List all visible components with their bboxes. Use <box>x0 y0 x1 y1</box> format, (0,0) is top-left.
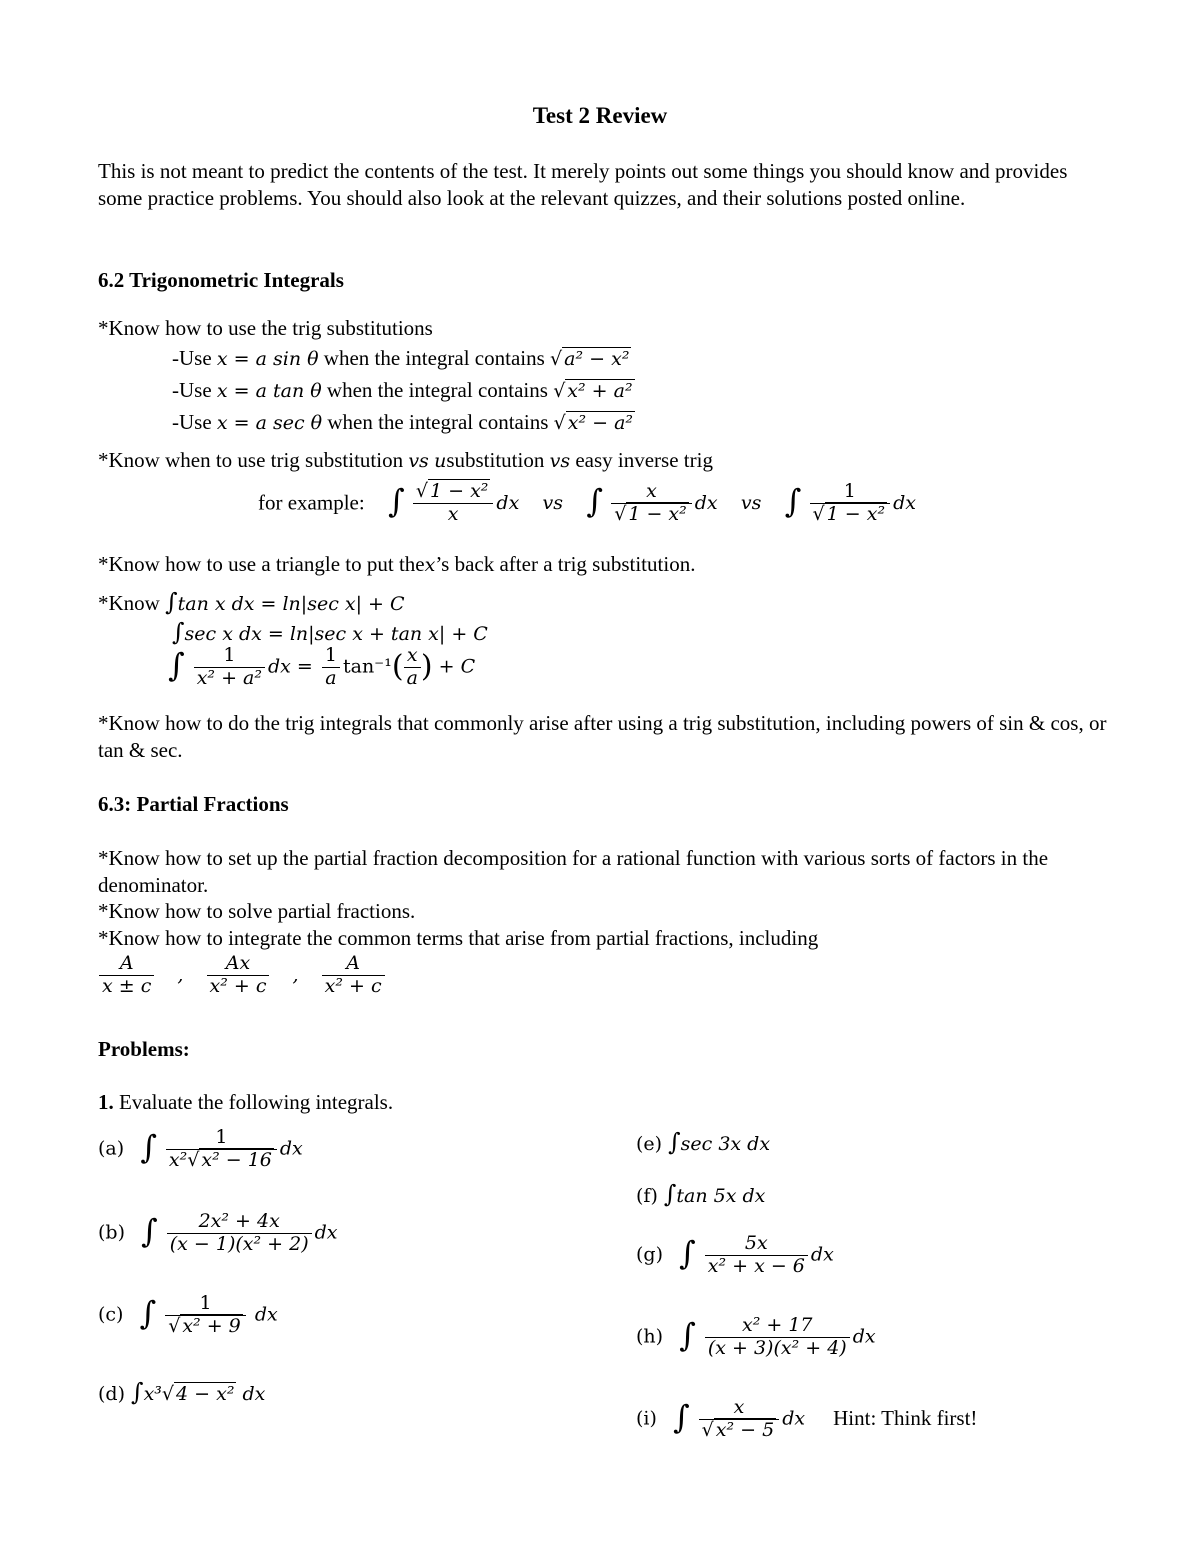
use-sin-expr: x = a sin θ <box>216 348 319 370</box>
i-numerator: x <box>699 1397 780 1420</box>
q1-number: 1. <box>98 1090 114 1114</box>
inv-eq: dx = <box>268 655 313 678</box>
term3-den: x² + c <box>324 974 382 997</box>
use-sec-expr: x = a sec θ <box>216 412 323 434</box>
problem-e: (e) ∫sec 3x dx <box>636 1128 771 1156</box>
example-2-fraction: $\frac{x}{\text{√ 1 − x²}}$ <box>611 481 692 526</box>
know-triangle-x: x <box>424 554 436 576</box>
use-sin-mid: when the integral contains <box>323 346 545 370</box>
formula-tan: tan x dx = ln|sec x| + C <box>177 593 405 615</box>
g-numerator: 5x <box>705 1233 808 1256</box>
ex3-denominator: 1 − x² <box>826 502 886 525</box>
a-label: (a) <box>98 1137 125 1160</box>
formula-sec: sec x dx = ln|sec x + tan x| + C <box>184 623 488 645</box>
know-triangle-a: *Know how to use a triangle to put the <box>98 552 425 576</box>
inv-arg-num: x <box>404 645 421 668</box>
b-dx: dx <box>314 1221 338 1244</box>
u-symbol: u <box>434 450 447 472</box>
use-sec-prefix: -Use <box>172 410 212 434</box>
inv-denominator: x² + a² <box>196 666 262 689</box>
know-triangle-line <box>98 552 695 577</box>
g-label: (g) <box>636 1243 663 1266</box>
a-dx: dx <box>279 1137 303 1160</box>
f-expr: tan 5x dx <box>676 1185 766 1207</box>
partial-fraction-terms <box>96 953 388 998</box>
use-tan-line: -Use x = a tan θ when the integral contains √ x² + a² <box>172 378 633 402</box>
term1-den: x ± c <box>102 974 152 997</box>
use-sin-prefix: -Use <box>172 346 212 370</box>
b-denominator: (x − 1)(x² + 2) <box>169 1232 309 1255</box>
q1-text: Evaluate the following integrals. <box>119 1090 394 1114</box>
vs-1: vs <box>408 450 429 472</box>
use-tan-expr: x = a tan θ <box>216 380 322 402</box>
term1-num: A <box>99 953 154 976</box>
section-6-2-heading: 6.2 Trigonometric Integrals <box>98 268 344 292</box>
use-sec-mid: when the integral contains <box>327 410 549 434</box>
know-prefix: *Know <box>98 591 160 615</box>
use-sin-radicand: a² − x² <box>564 348 630 370</box>
problem-i: (i) ∫ $\frac{x}{\text{√ x² − 5}}$ dx Hint: Think first! <box>636 1395 978 1441</box>
intro-paragraph: This is not meant to predict the contents of the test. It merely points out some things you should know and provides some practice problems. You should also look at the relevant quizzes, and their solutions posted online. <box>98 159 1068 210</box>
term2-den: x² + c <box>209 974 267 997</box>
page-title: Test 2 Review <box>532 103 668 128</box>
inv-coef-num: 1 <box>322 645 340 668</box>
b-numerator: 2x² + 4x <box>167 1211 312 1234</box>
e-label: (e) <box>636 1133 663 1155</box>
a-den-pre: x² <box>168 1148 188 1171</box>
h-label: (h) <box>636 1325 664 1348</box>
example-1-fraction: $\frac{\text{√ 1 − x²}}{x}$ <box>413 481 494 526</box>
d-pre: x³ <box>143 1383 162 1405</box>
use-sec-line: -Use x = a sec θ when the integral contains √ x² − a² <box>172 410 634 434</box>
a-numerator: 1 <box>166 1127 277 1150</box>
problem-b: (b) ∫ $\frac{\text{2x² + 4x}}{\text{(x − 1)(x² + 2)}}$ dx <box>98 1209 338 1255</box>
d-dx: dx <box>242 1383 266 1405</box>
ex-vs-2: vs <box>740 491 762 514</box>
i-den-rad: x² − 5 <box>715 1418 775 1441</box>
example-line: for example: ∫ $\frac{\text{√ 1 − x²}}{x}$ dx vs ∫ $\frac{x}{\text{√ 1 − x²}}$ dx vs ∫ $\frac{1}{\text{√ 1 − x²}}$ dx <box>258 479 916 525</box>
e-expr: sec 3x dx <box>680 1133 771 1155</box>
problem-d: (d) ∫x³√ 4 − x² dx <box>98 1378 266 1406</box>
know-when-line <box>98 448 713 473</box>
question-1 <box>98 1090 393 1115</box>
know-triangle-b: ’s back after a trig substitution. <box>435 552 696 576</box>
ex3-numerator: 1 <box>810 481 891 504</box>
formula-tan-line: *Know ∫tan x dx = ln|sec x| + C <box>98 588 405 616</box>
i-dx: dx <box>782 1407 806 1430</box>
term2-num: Ax <box>207 953 270 976</box>
inv-coef-den: a <box>325 666 337 689</box>
know-when-b: substitution <box>446 448 545 472</box>
ex3-dx: dx <box>893 491 916 514</box>
term-comma-2: , <box>292 963 299 986</box>
know-trig-integrals: *Know how to do the trig integrals that commonly arise after using a trig substitution, including powers of sin & cos, or tan & sec. <box>98 711 1107 762</box>
know-when-c: easy inverse trig <box>575 448 713 472</box>
g-dx: dx <box>810 1243 834 1266</box>
example-3-fraction: $\frac{1}{\text{√ 1 − x²}}$ <box>810 481 891 526</box>
problem-c: (c) ∫ $\frac{1}{\text{√ x² + 9}}$ dx <box>98 1291 278 1337</box>
know-solve: *Know how to solve partial fractions. <box>98 899 416 923</box>
i-hint: Hint: Think first! <box>833 1406 978 1431</box>
use-tan-prefix: -Use <box>172 378 212 402</box>
term3-num: A <box>322 953 385 976</box>
a-den-rad: x² − 16 <box>201 1148 272 1171</box>
ex1-numerator: 1 − x² <box>429 479 489 502</box>
c-numerator: 1 <box>165 1293 246 1316</box>
ex2-numerator: x <box>611 481 692 504</box>
ex1-dx: dx <box>496 491 520 514</box>
ex-vs-1: vs <box>542 491 564 514</box>
use-sin-line: -Use x = a sin θ when the integral contains √ a² − x² <box>172 346 630 370</box>
formula-sec-line: ∫sec x dx = ln|sec x + tan x| + C <box>172 618 488 646</box>
vs-2: vs <box>549 450 571 472</box>
h-numerator: x² + 17 <box>705 1315 850 1338</box>
ex1-denominator: x <box>447 502 459 525</box>
d-label: (d) <box>98 1383 125 1405</box>
d-rad: 4 − x² <box>176 1383 235 1405</box>
h-dx: dx <box>852 1325 876 1348</box>
problem-a: (a) ∫ $\frac{1}{\text{x²√ x² − 16}}$ dx <box>98 1125 303 1171</box>
know-trig-sub: *Know how to use the trig substitutions <box>98 316 433 340</box>
know-when-a: *Know when to use trig substitution <box>98 448 404 472</box>
term-comma-1: , <box>177 963 184 986</box>
c-label: (c) <box>98 1303 124 1326</box>
ex2-dx: dx <box>694 491 718 514</box>
i-label: (i) <box>636 1407 657 1430</box>
b-label: (b) <box>98 1221 125 1244</box>
formula-inverse-tan: ∫ $\frac{1}{\text{x² + a²}}$ dx = $\frac{1}{a}$ tan⁻¹( $\frac{x}{a}$ ) + C <box>168 643 476 689</box>
inv-tan: tan⁻¹ <box>342 655 392 678</box>
problem-h: (h) ∫ $\frac{\text{x² + 17}}{\text{(x + 3)(x² + 4)}}$ dx <box>636 1313 876 1359</box>
section-6-3-heading: 6.3: Partial Fractions <box>98 792 289 816</box>
use-tan-radicand: x² + a² <box>567 380 633 402</box>
for-example-label: for example: <box>258 490 365 515</box>
use-sec-radicand: x² − a² <box>567 412 634 434</box>
know-integrate: *Know how to integrate the common terms that arise from partial fractions, including <box>98 926 819 950</box>
ex2-denominator: 1 − x² <box>628 502 687 525</box>
use-tan-mid: when the integral contains <box>326 378 548 402</box>
f-label: (f) <box>636 1185 658 1207</box>
problem-g: (g) ∫ $\frac{5x}{\text{x² + x − 6}}$ dx <box>636 1231 834 1277</box>
know-setup: *Know how to set up the partial fraction decomposition for a rational function with various sorts of factors in the denominator. <box>98 846 1049 897</box>
h-denominator: (x + 3)(x² + 4) <box>707 1336 847 1359</box>
inv-plus-c: + C <box>438 655 476 678</box>
g-denominator: x² + x − 6 <box>707 1254 805 1277</box>
inv-arg-den: a <box>406 666 418 689</box>
inv-numerator: 1 <box>194 645 265 668</box>
problem-f: (f) ∫tan 5x dx <box>636 1180 766 1208</box>
problems-heading: Problems: <box>98 1037 190 1061</box>
c-dx: dx <box>254 1303 278 1326</box>
c-den-rad: x² + 9 <box>182 1314 241 1337</box>
